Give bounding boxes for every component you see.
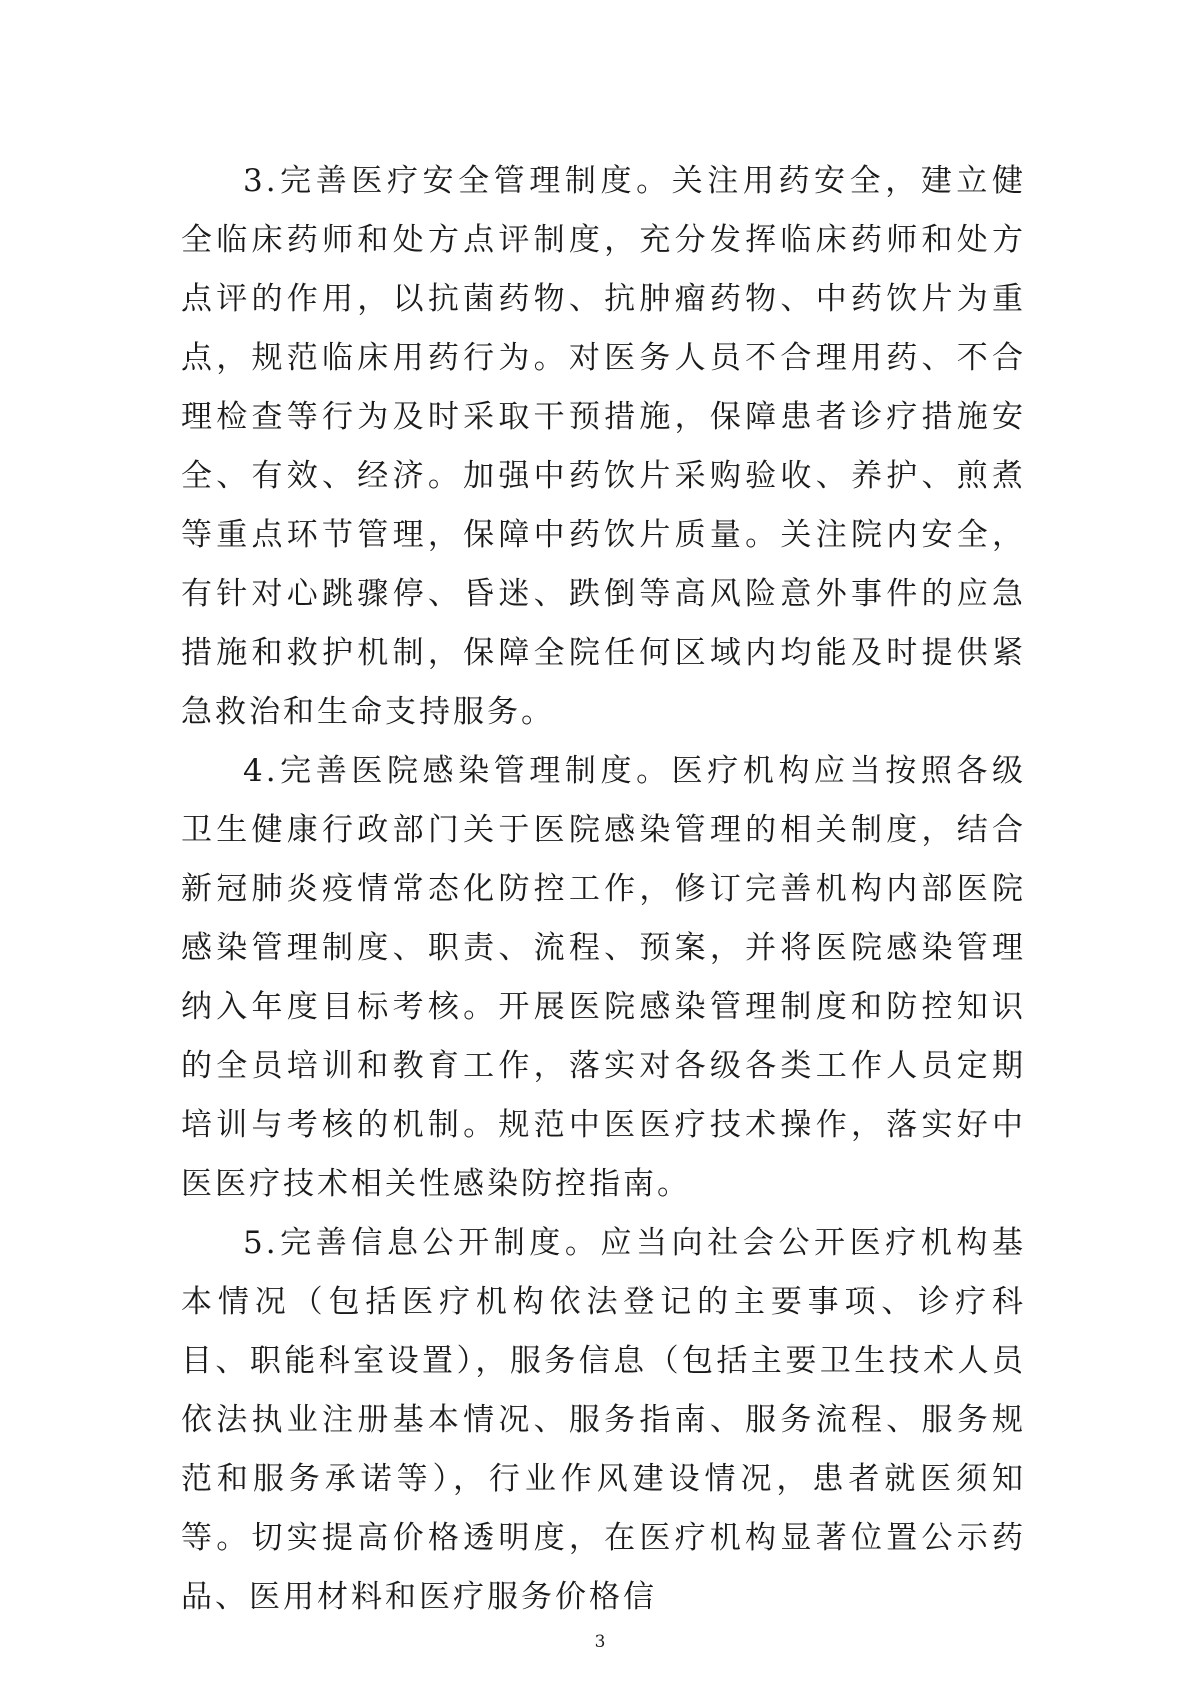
document-body — [181, 152, 1026, 1627]
page-number: 3 — [594, 1632, 606, 1652]
paragraph-medical-safety: 3.完善医疗安全管理制度。关注用药安全，建立健全临床药师和处方点评制度，充分发挥临床药师和处方点评的作用，以抗菌药物、抗肿瘤药物、中药饮片为重点，规范临床用药行为。对医务人员不合理用药、不合理检查等行为及时采取干预措施，保障患者诊疗措施安全、有效、经济。加强中药饮片采购验收、养护、煎煮等重点环节管理，保障中药饮片质量。关注院内安全，有针对心跳骤停、昏迷、跌倒等高风险意外事件的应急措施和救护机制，保障全院任何区域内均能及时提供紧急救治和生命支持服务。 — [181, 163, 1026, 730]
paragraph-information-disclosure: 5.完善信息公开制度。应当向社会公开医疗机构基本情况（包括医疗机构依法登记的主要事项、诊疗科目、职能科室设置），服务信息（包括主要卫生技术人员依法执业注册基本情况、服务指南、服务流程、服务规范和服务承诺等），行业作风建设情况，患者就医须知等。切实提高价格透明度，在医疗机构显著位置公示药品、医用材料和医疗服务价格信 — [181, 1225, 1026, 1615]
paragraph-infection-control: 4.完善医院感染管理制度。医疗机构应当按照各级卫生健康行政部门关于医院感染管理的相关制度，结合新冠肺炎疫情常态化防控工作，修订完善机构内部医院感染管理制度、职责、流程、预案，并将医院感染管理纳入年度目标考核。开展医院感染管理制度和防控知识的全员培训和教育工作，落实对各级各类工作人员定期培训与考核的机制。规范中医医疗技术操作，落实好中医医疗技术相关性感染防控指南。 — [181, 753, 1026, 1202]
